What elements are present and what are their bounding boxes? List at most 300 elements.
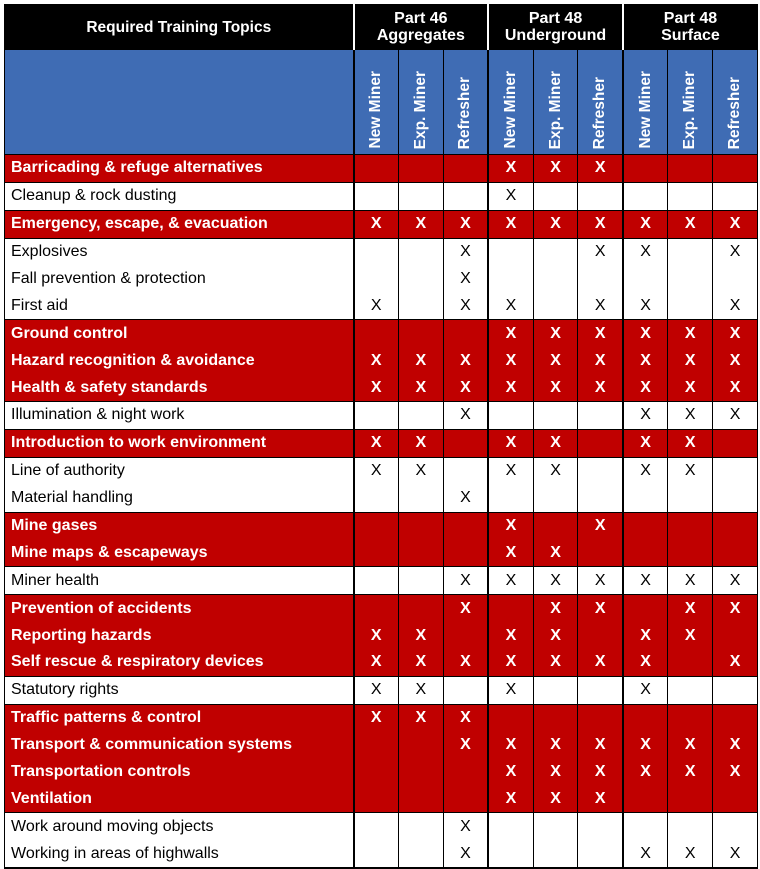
group-line1: Part 46 — [394, 10, 448, 27]
mark-cell — [488, 840, 533, 868]
table-row — [5, 374, 758, 401]
table-row — [5, 595, 758, 622]
mark-cell — [533, 266, 578, 293]
mark-cell: X — [398, 704, 443, 731]
mark-cell: X — [713, 292, 758, 319]
mark-cell: X — [668, 622, 713, 649]
mark-cell — [488, 402, 533, 430]
mark-cell — [398, 539, 443, 566]
mark-cell — [398, 238, 443, 265]
mark-cell — [713, 457, 758, 484]
mark-cell: X — [443, 374, 488, 401]
mark-cell — [398, 320, 443, 347]
mark-cell — [443, 320, 488, 347]
mark-cell: X — [668, 210, 713, 238]
mark-cell: X — [488, 292, 533, 319]
mark-cell: X — [354, 374, 399, 401]
mark-cell — [713, 182, 758, 210]
table-row — [5, 622, 758, 649]
table-row — [5, 649, 758, 676]
topic-cell: Statutory rights — [5, 676, 354, 704]
mark-cell — [398, 512, 443, 539]
mark-cell — [668, 292, 713, 319]
mark-cell — [668, 704, 713, 731]
mark-cell — [398, 266, 443, 293]
subcolumn-header — [668, 50, 713, 155]
group-line2: Surface — [661, 27, 720, 44]
table-row — [5, 759, 758, 786]
mark-cell: X — [443, 704, 488, 731]
table-row — [5, 512, 758, 539]
table-row — [5, 238, 758, 265]
mark-cell — [398, 292, 443, 319]
mark-cell: X — [578, 759, 623, 786]
mark-cell — [443, 512, 488, 539]
mark-cell — [533, 292, 578, 319]
mark-cell — [443, 676, 488, 704]
mark-cell: X — [443, 840, 488, 868]
topic-cell: Reporting hazards — [5, 622, 354, 649]
mark-cell — [713, 429, 758, 457]
mark-cell: X — [533, 210, 578, 238]
mark-cell: X — [488, 374, 533, 401]
mark-cell: X — [398, 347, 443, 374]
topic-cell: Emergency, escape, & evacuation — [5, 210, 354, 238]
mark-cell — [668, 266, 713, 293]
mark-cell: X — [578, 374, 623, 401]
mark-cell: X — [623, 374, 668, 401]
group-line2: Aggregates — [376, 27, 465, 44]
mark-cell — [398, 840, 443, 868]
mark-cell: X — [398, 622, 443, 649]
subcolumn-label: Exp. Miner — [411, 70, 429, 149]
mark-cell: X — [354, 676, 399, 704]
mark-cell — [398, 785, 443, 812]
mark-cell — [354, 732, 399, 759]
mark-cell: X — [488, 210, 533, 238]
topic-cell: Miner health — [5, 567, 354, 595]
mark-cell: X — [713, 595, 758, 622]
mark-cell — [578, 402, 623, 430]
mark-cell — [533, 485, 578, 512]
mark-cell — [354, 840, 399, 868]
table-row — [5, 539, 758, 566]
mark-cell: X — [668, 347, 713, 374]
table-row — [5, 704, 758, 731]
mark-cell: X — [713, 759, 758, 786]
mark-cell: X — [354, 429, 399, 457]
topic-cell: Explosives — [5, 238, 354, 265]
mark-cell — [533, 704, 578, 731]
mark-cell — [533, 840, 578, 868]
mark-cell — [668, 785, 713, 812]
mark-cell — [398, 155, 443, 183]
mark-cell — [533, 512, 578, 539]
mark-cell — [623, 485, 668, 512]
topic-cell: Transportation controls — [5, 759, 354, 786]
mark-cell — [354, 182, 399, 210]
mark-cell — [398, 567, 443, 595]
table-row — [5, 402, 758, 430]
mark-cell: X — [443, 485, 488, 512]
mark-cell: X — [488, 785, 533, 812]
mark-cell: X — [443, 402, 488, 430]
mark-cell — [354, 567, 399, 595]
mark-cell: X — [488, 567, 533, 595]
mark-cell: X — [443, 292, 488, 319]
mark-cell: X — [443, 347, 488, 374]
mark-cell — [578, 622, 623, 649]
mark-cell: X — [354, 210, 399, 238]
mark-cell — [713, 622, 758, 649]
mark-cell: X — [713, 567, 758, 595]
mark-cell — [668, 649, 713, 676]
mark-cell — [354, 759, 399, 786]
mark-cell: X — [533, 347, 578, 374]
mark-cell — [488, 266, 533, 293]
mark-cell — [354, 539, 399, 566]
table-row — [5, 347, 758, 374]
mark-cell: X — [443, 210, 488, 238]
mark-cell — [668, 238, 713, 265]
table-row — [5, 485, 758, 512]
mark-cell — [578, 676, 623, 704]
topic-cell: Illumination & night work — [5, 402, 354, 430]
mark-cell: X — [713, 210, 758, 238]
subcolumn-header — [578, 50, 623, 155]
topic-cell: Work around moving objects — [5, 813, 354, 840]
mark-cell — [398, 485, 443, 512]
mark-cell: X — [398, 210, 443, 238]
subcolumn-label: Refresher — [456, 76, 474, 149]
mark-cell — [488, 813, 533, 840]
mark-cell: X — [443, 732, 488, 759]
mark-cell: X — [713, 840, 758, 868]
mark-cell: X — [443, 595, 488, 622]
mark-cell — [623, 785, 668, 812]
mark-cell — [533, 182, 578, 210]
topics-column-header: Required Training Topics — [5, 5, 354, 50]
mark-cell: X — [354, 347, 399, 374]
mark-cell: X — [398, 374, 443, 401]
mark-cell: X — [398, 649, 443, 676]
mark-cell: X — [398, 457, 443, 484]
mark-cell — [623, 155, 668, 183]
topic-cell: Line of authority — [5, 457, 354, 484]
mark-cell: X — [533, 622, 578, 649]
topic-cell: Fall prevention & protection — [5, 266, 354, 293]
mark-cell: X — [713, 732, 758, 759]
mark-cell: X — [398, 676, 443, 704]
topic-cell: First aid — [5, 292, 354, 319]
group-line1: Part 48 — [663, 10, 718, 27]
mark-cell: X — [533, 374, 578, 401]
table-row — [5, 567, 758, 595]
mark-cell: X — [533, 429, 578, 457]
topic-cell: Working in areas of highwalls — [5, 840, 354, 868]
mark-cell: X — [668, 732, 713, 759]
mark-cell — [623, 512, 668, 539]
mark-cell — [668, 155, 713, 183]
topic-cell: Introduction to work environment — [5, 429, 354, 457]
table-row — [5, 182, 758, 210]
mark-cell: X — [578, 649, 623, 676]
mark-cell — [443, 429, 488, 457]
mark-cell — [623, 266, 668, 293]
topic-cell: Mine gases — [5, 512, 354, 539]
mark-cell — [713, 539, 758, 566]
mark-cell: X — [578, 785, 623, 812]
subcolumn-label: Refresher — [591, 76, 609, 149]
mark-cell: X — [354, 457, 399, 484]
subcolumn-header — [443, 50, 488, 155]
mark-cell: X — [623, 676, 668, 704]
topic-cell: Traffic patterns & control — [5, 704, 354, 731]
mark-cell: X — [533, 732, 578, 759]
mark-cell — [713, 155, 758, 183]
mark-cell: X — [623, 292, 668, 319]
mark-cell — [713, 704, 758, 731]
mark-cell — [578, 182, 623, 210]
topic-cell: Self rescue & respiratory devices — [5, 649, 354, 676]
subcolumn-label: Exp. Miner — [546, 70, 564, 149]
mark-cell: X — [533, 539, 578, 566]
mark-cell: X — [443, 567, 488, 595]
mark-cell — [533, 676, 578, 704]
mark-cell: X — [533, 649, 578, 676]
mark-cell: X — [713, 374, 758, 401]
mark-cell — [443, 457, 488, 484]
table-row — [5, 457, 758, 484]
mark-cell — [354, 785, 399, 812]
mark-cell — [668, 512, 713, 539]
mark-cell — [668, 182, 713, 210]
table-row — [5, 155, 758, 183]
mark-cell: X — [623, 457, 668, 484]
mark-cell: X — [578, 155, 623, 183]
mark-cell: X — [488, 759, 533, 786]
subcolumn-label: Exp. Miner — [681, 70, 699, 149]
mark-cell: X — [623, 210, 668, 238]
mark-cell: X — [623, 320, 668, 347]
mark-cell — [354, 595, 399, 622]
table-row — [5, 732, 758, 759]
mark-cell: X — [578, 210, 623, 238]
mark-cell — [713, 512, 758, 539]
mark-cell: X — [533, 567, 578, 595]
topic-cell: Barricading & refuge alternatives — [5, 155, 354, 183]
mark-cell: X — [578, 347, 623, 374]
mark-cell: X — [488, 676, 533, 704]
mark-cell: X — [668, 374, 713, 401]
mark-cell: X — [354, 704, 399, 731]
subcolumn-label: Refresher — [726, 76, 744, 149]
mark-cell: X — [668, 402, 713, 430]
mark-cell: X — [578, 567, 623, 595]
mark-cell — [354, 813, 399, 840]
group-line2: Underground — [504, 27, 607, 44]
mark-cell — [354, 155, 399, 183]
table-row — [5, 676, 758, 704]
mark-cell — [623, 539, 668, 566]
subcolumn-header — [488, 50, 533, 155]
mark-cell: X — [488, 732, 533, 759]
mark-cell: X — [623, 840, 668, 868]
mark-cell: X — [668, 320, 713, 347]
subheader-spacer — [5, 50, 354, 155]
mark-cell — [578, 429, 623, 457]
mark-cell: X — [623, 759, 668, 786]
mark-cell: X — [713, 649, 758, 676]
mark-cell — [354, 238, 399, 265]
mark-cell: X — [623, 567, 668, 595]
mark-cell — [398, 759, 443, 786]
header-row — [5, 5, 758, 50]
subcolumn-header — [354, 50, 399, 155]
mark-cell — [443, 759, 488, 786]
group-header-part48-underground — [488, 5, 623, 50]
table-body — [5, 155, 758, 869]
mark-cell — [578, 813, 623, 840]
subcolumn-header — [533, 50, 578, 155]
mark-cell: X — [713, 347, 758, 374]
mark-cell: X — [354, 292, 399, 319]
mark-cell — [668, 676, 713, 704]
mark-cell: X — [533, 595, 578, 622]
mark-cell — [713, 813, 758, 840]
table-row — [5, 429, 758, 457]
mark-cell: X — [488, 320, 533, 347]
mark-cell — [354, 320, 399, 347]
subcolumn-label: New Miner — [636, 71, 654, 149]
mark-cell: X — [533, 155, 578, 183]
mark-cell — [488, 704, 533, 731]
mark-cell — [398, 595, 443, 622]
mark-cell — [713, 785, 758, 812]
mark-cell — [443, 622, 488, 649]
mark-cell: X — [668, 595, 713, 622]
group-header-part48-surface — [623, 5, 758, 50]
topic-cell: Mine maps & escapeways — [5, 539, 354, 566]
mark-cell — [578, 539, 623, 566]
mark-cell — [488, 595, 533, 622]
mark-cell — [533, 402, 578, 430]
topic-cell: Prevention of accidents — [5, 595, 354, 622]
mark-cell — [354, 485, 399, 512]
topic-cell: Transport & communication systems — [5, 732, 354, 759]
table-row — [5, 813, 758, 840]
mark-cell: X — [488, 539, 533, 566]
mark-cell: X — [354, 622, 399, 649]
subcolumn-header — [623, 50, 668, 155]
mark-cell: X — [578, 595, 623, 622]
mark-cell — [623, 704, 668, 731]
mark-cell: X — [354, 649, 399, 676]
mark-cell: X — [623, 238, 668, 265]
subcolumn-label: New Miner — [367, 71, 385, 149]
mark-cell: X — [578, 320, 623, 347]
mark-cell — [398, 732, 443, 759]
mark-cell: X — [443, 266, 488, 293]
mark-cell — [488, 485, 533, 512]
mark-cell — [578, 840, 623, 868]
group-header-part46-aggregates — [354, 5, 489, 50]
mark-cell — [623, 595, 668, 622]
table-row — [5, 266, 758, 293]
mark-cell: X — [623, 649, 668, 676]
mark-cell: X — [488, 429, 533, 457]
mark-cell: X — [398, 429, 443, 457]
mark-cell: X — [533, 320, 578, 347]
table-row — [5, 840, 758, 868]
mark-cell: X — [488, 347, 533, 374]
subcolumn-header-row — [5, 50, 758, 155]
mark-cell — [623, 813, 668, 840]
mark-cell: X — [488, 512, 533, 539]
mark-cell: X — [443, 238, 488, 265]
mark-cell: X — [488, 622, 533, 649]
group-line1: Part 48 — [528, 10, 583, 27]
mark-cell — [713, 676, 758, 704]
mark-cell — [443, 785, 488, 812]
mark-cell: X — [443, 649, 488, 676]
mark-cell: X — [623, 732, 668, 759]
topic-cell: Ventilation — [5, 785, 354, 812]
table-row — [5, 210, 758, 238]
mark-cell — [668, 539, 713, 566]
mark-cell — [578, 266, 623, 293]
mark-cell — [354, 266, 399, 293]
mark-cell — [354, 402, 399, 430]
mark-cell — [578, 704, 623, 731]
mark-cell — [578, 485, 623, 512]
mark-cell — [398, 182, 443, 210]
mark-cell — [398, 402, 443, 430]
mark-cell: X — [533, 759, 578, 786]
mark-cell — [578, 457, 623, 484]
mark-cell: X — [488, 457, 533, 484]
mark-cell: X — [488, 649, 533, 676]
mark-cell — [354, 512, 399, 539]
mark-cell: X — [623, 402, 668, 430]
topic-cell: Material handling — [5, 485, 354, 512]
mark-cell — [623, 182, 668, 210]
subcolumn-label: New Miner — [501, 71, 519, 149]
mark-cell — [713, 266, 758, 293]
subcolumn-header — [398, 50, 443, 155]
mark-cell: X — [533, 785, 578, 812]
mark-cell — [668, 813, 713, 840]
mark-cell — [668, 485, 713, 512]
mark-cell: X — [668, 457, 713, 484]
mark-cell: X — [578, 292, 623, 319]
mark-cell: X — [713, 238, 758, 265]
mark-cell: X — [578, 512, 623, 539]
table-row — [5, 292, 758, 319]
mark-cell — [398, 813, 443, 840]
mark-cell: X — [668, 840, 713, 868]
mark-cell: X — [623, 622, 668, 649]
topic-cell: Ground control — [5, 320, 354, 347]
mark-cell: X — [623, 429, 668, 457]
mark-cell: X — [488, 182, 533, 210]
mark-cell — [488, 238, 533, 265]
mark-cell — [443, 155, 488, 183]
mark-cell: X — [668, 567, 713, 595]
mark-cell: X — [668, 759, 713, 786]
mark-cell: X — [623, 347, 668, 374]
mark-cell: X — [533, 457, 578, 484]
